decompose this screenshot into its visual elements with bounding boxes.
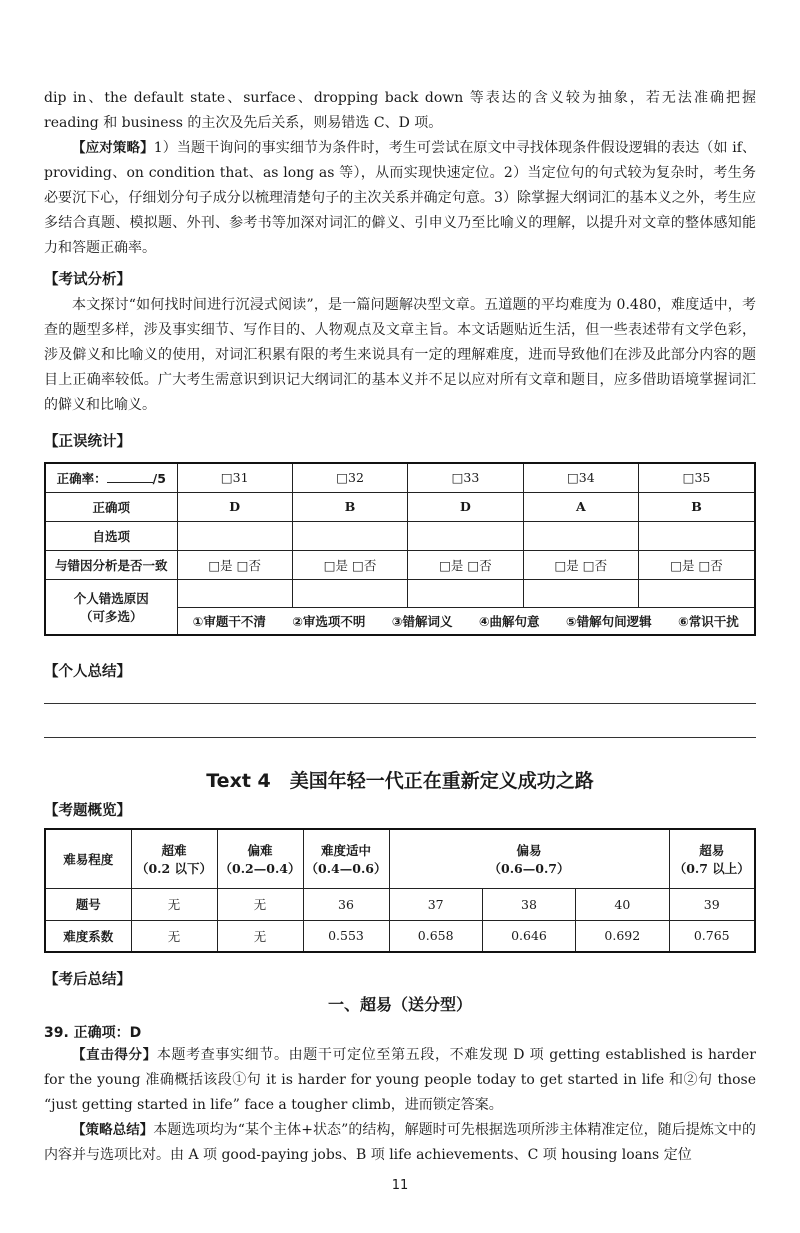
question-checkbox[interactable]: □34 (523, 463, 638, 492)
stats-table (44, 462, 756, 636)
question-checkbox[interactable]: □32 (292, 463, 407, 492)
coef-cell: 0.692 (576, 920, 669, 952)
yes-no-checkbox[interactable]: □是 □否 (177, 550, 292, 579)
exam-analysis-paragraph (44, 293, 756, 418)
table-row (45, 521, 755, 550)
level-cell: 超难 （0.2 以下） (131, 829, 217, 888)
direct-tag: 【直击得分】 (72, 1047, 157, 1063)
table-row (45, 550, 755, 579)
accuracy-cell: 正确率： /5 (45, 463, 177, 492)
self-choice-cell[interactable] (523, 521, 638, 550)
page-number: 11 (391, 1178, 409, 1193)
number-cell: 36 (303, 888, 389, 920)
number-cell: 无 (131, 888, 217, 920)
self-choice-cell[interactable] (292, 521, 407, 550)
reason-option[interactable]: ④曲解句意 (478, 613, 540, 629)
table-row (45, 579, 755, 607)
self-choice-cell[interactable] (177, 521, 292, 550)
yes-no-checkbox[interactable]: □是 □否 (408, 550, 523, 579)
yes-no-checkbox[interactable]: □是 □否 (639, 550, 756, 579)
reason-option[interactable]: ⑥常识干扰 (678, 613, 739, 629)
direct-score-paragraph (44, 1043, 756, 1118)
reasons-cell (177, 607, 755, 635)
table-row (45, 463, 755, 492)
answer-cell: D (177, 492, 292, 521)
reason-option[interactable]: ①审题干不清 (192, 613, 266, 629)
number-cell: 40 (576, 888, 669, 920)
exam-analysis-text: 本文探讨“如何找时间进行沉浸式阅读”，是一篇问题解决型文章。五道题的平均难度为 0.480，难度适中，考查的题型多样，涉及事实细节、写作目的、人物观点及文章主旨。本文话题贴近生活，但一些表述带有文学色彩，涉及僻义和比喻义的使用，对词汇积累有限的考生来说具有一定的理解难度，进而导致他们在涉及此部分内容的题目上正确率较低。广大考生需意识到识记大纲词汇的基本义并不足以应对所有文章和题目，应多借助语境掌握词汇的僻义和比喻义。 (44, 297, 756, 413)
reason-write-cell[interactable] (639, 579, 756, 607)
personal-summary-heading: 【个人总结】 (44, 664, 131, 680)
difficulty-label: 难易程度 (45, 829, 131, 888)
self-choice-cell[interactable] (408, 521, 523, 550)
reason-write-cell[interactable] (177, 579, 292, 607)
reason-label: 个人错选原因 （可多选） (45, 579, 177, 635)
consistency-label: 与错因分析是否一致 (45, 550, 177, 579)
yes-no-checkbox[interactable]: □是 □否 (292, 550, 407, 579)
direct-text: 本题考查事实细节。由题干可定位至第五段，不难发现 D 项 getting established is harder for the young 准确概括该段①句 it is harder for young people today to get started in life 和②句 those “just getting started in life” face a tougher climb，进而锁定答案。 (44, 1047, 756, 1113)
strategy-summary-paragraph (44, 1118, 756, 1168)
strategy-paragraph (44, 136, 756, 261)
reason-option[interactable]: ②审选项不明 (292, 613, 366, 629)
strategy-text: 1）当题干询问的事实细节为条件时，考生可尝试在原文中寻找体现条件假设逻辑的表达（如 if、providing、on condition that、as long as 等），从而实现快速定位。2）当定位句的句式较为复杂时，考生务必要沉下心，仔细划分句子成分以梳理清楚句子的主次关系并确定句意。3）除掌握大纲词汇的基本义之外，考生应多结合真题、模拟题、外刊、参考书等加深对词汇的僻义、引申义乃至比喻义的理解，以提升对文章的整体感知能力和答题正确率。 (44, 140, 757, 256)
level-cell: 偏难 （0.2—0.4） (217, 829, 303, 888)
overview-heading: 【考题概览】 (44, 803, 131, 819)
question-checkbox[interactable]: □35 (639, 463, 756, 492)
strategy-summary-text: 本题选项均为“某个主体+状态”的结构，解题时可先根据选项所涉主体精准定位，随后提炼文中的内容并与选项比对。由 A 项 good-paying jobs、B 项 life achievements、C 项 housing loans 定位 (44, 1122, 756, 1163)
level-cell: 难度适中 （0.4—0.6） (303, 829, 389, 888)
reason-write-cell[interactable] (292, 579, 407, 607)
coef-cell: 无 (131, 920, 217, 952)
strategy-summary-tag: 【策略总结】 (72, 1122, 154, 1138)
self-choice-cell[interactable] (639, 521, 756, 550)
intro-text: dip in、the default state、surface、dropping back down 等表达的含义较为抽象，若无法准确把握 reading 和 business 的主次及先后关系，则易错选 C、D 项。 (44, 90, 756, 131)
reason-option[interactable]: ③错解词义 (391, 613, 453, 629)
post-exam-heading: 【考后总结】 (44, 972, 131, 988)
accuracy-blank[interactable] (107, 470, 153, 483)
table-row (45, 888, 755, 920)
intro-paragraph (44, 86, 756, 136)
summary-write-line[interactable] (44, 737, 756, 738)
number-cell: 无 (217, 888, 303, 920)
question-checkbox[interactable]: □33 (408, 463, 523, 492)
reason-write-cell[interactable] (408, 579, 523, 607)
strategy-tag: 【应对策略】 (72, 140, 154, 156)
summary-write-line[interactable] (44, 703, 756, 704)
coef-cell: 无 (217, 920, 303, 952)
section-title: 一、超易（送分型） (327, 995, 472, 1014)
difficulty-table (44, 828, 756, 953)
stats-heading: 【正误统计】 (44, 434, 131, 450)
self-label: 自选项 (45, 521, 177, 550)
correct-label: 正确项 (45, 492, 177, 521)
number-cell: 38 (482, 888, 575, 920)
number-cell: 39 (669, 888, 755, 920)
coef-cell: 0.658 (389, 920, 482, 952)
reason-option[interactable]: ⑤错解句间逻辑 (566, 613, 652, 629)
exam-analysis-heading: 【考试分析】 (44, 272, 131, 288)
answer-cell: B (292, 492, 407, 521)
level-cell: 超易 （0.7 以上） (669, 829, 755, 888)
coef-cell: 0.646 (482, 920, 575, 952)
table-row (45, 829, 755, 888)
level-cell: 偏易 （0.6—0.7） (389, 829, 669, 888)
number-label: 题号 (45, 888, 131, 920)
coef-cell: 0.553 (303, 920, 389, 952)
text4-title: Text 4 美国年轻一代正在重新定义成功之路 (206, 770, 594, 792)
table-row (45, 492, 755, 521)
yes-no-checkbox[interactable]: □是 □否 (523, 550, 638, 579)
reason-write-cell[interactable] (523, 579, 638, 607)
number-cell: 37 (389, 888, 482, 920)
q39-label: 39. 正确项：D (44, 1025, 142, 1041)
answer-cell: B (639, 492, 756, 521)
table-row (45, 920, 755, 952)
answer-cell: A (523, 492, 638, 521)
question-checkbox[interactable]: □31 (177, 463, 292, 492)
answer-cell: D (408, 492, 523, 521)
coef-label: 难度系数 (45, 920, 131, 952)
coef-cell: 0.765 (669, 920, 755, 952)
